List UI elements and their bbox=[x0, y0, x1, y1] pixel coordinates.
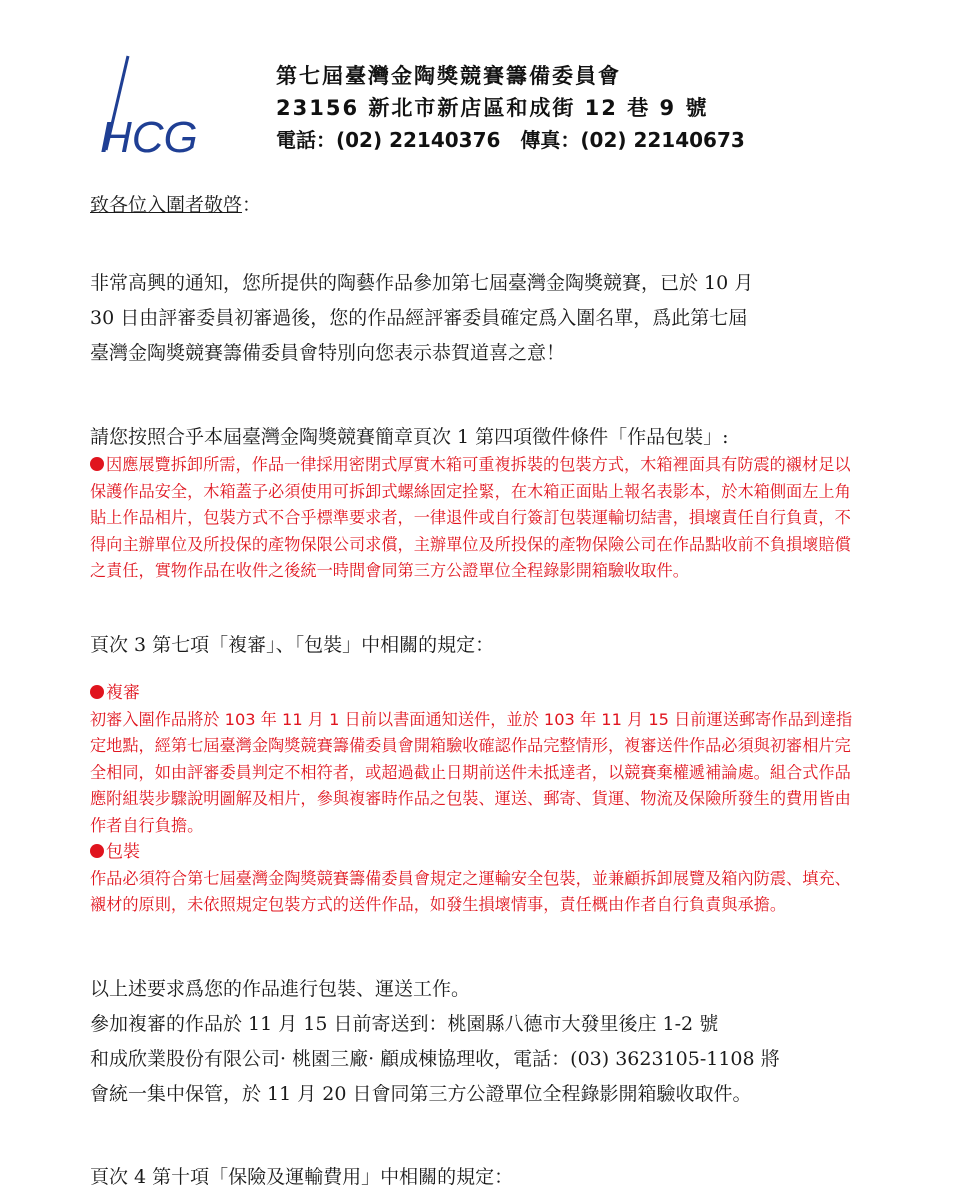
section7-lead-block bbox=[90, 628, 865, 663]
section10-lead: 頁次 4 第十項「保險及運輸費用」中相關的規定： bbox=[90, 1166, 514, 1188]
bullet-icon bbox=[90, 685, 104, 699]
intro-line-2: 30 日由評審委員初審過後，您的作品經評審委員確定爲入圍名單，爲此第七屆 bbox=[90, 307, 748, 329]
packaging-rule-block bbox=[90, 452, 865, 585]
intro-line-1: 非常高興的通知，您所提供的陶藝作品參加第七屆臺灣金陶獎競賽，已於 10 月 bbox=[90, 272, 754, 294]
closing-line-4: 會統一集中保管，於 11 月 20 日會同第三方公證單位全程錄影開箱驗收取件。 bbox=[90, 1083, 752, 1105]
section7-lead: 頁次 3 第七項「複審」、「包裝」中相關的規定： bbox=[90, 634, 495, 656]
packaging-lead-block bbox=[90, 420, 865, 455]
review-heading bbox=[90, 680, 865, 707]
closing-block bbox=[90, 972, 865, 1112]
packaging-lead: 請您按照合乎本屆臺灣金陶獎競賽簡章頁次 1 第四項徵件條件「作品包裝」: bbox=[90, 426, 729, 448]
org-contact: 電話：(02) 22140376 傳真：(02) 22140673 bbox=[276, 128, 745, 152]
greeting-colon: ： bbox=[242, 194, 262, 216]
packaging-title: 包裝 bbox=[106, 842, 140, 862]
bullet-icon bbox=[90, 457, 104, 471]
closing-line-3: 和成欣業股份有限公司· 桃園三廠· 顧成棟協理收，電話：(03) 3623105-1108 將 bbox=[90, 1048, 780, 1070]
intro-line-3: 臺灣金陶獎競賽籌備委員會特別向您表示恭賀道喜之意！ bbox=[90, 342, 566, 364]
bullet-icon bbox=[90, 844, 104, 858]
packaging-heading bbox=[90, 839, 865, 866]
letterhead bbox=[276, 60, 745, 156]
intro-paragraph bbox=[90, 266, 865, 371]
review-block bbox=[90, 680, 865, 919]
closing-line-1: 以上述要求爲您的作品進行包裝、運送工作。 bbox=[90, 978, 471, 1000]
logo-text: HCG bbox=[100, 113, 198, 162]
greeting bbox=[90, 188, 865, 223]
packaging-text: 作品必須符合第七屆臺灣金陶獎競賽籌備委員會規定之運輸安全包裝，並兼顧拆卸展覽及箱內防震、填充、襯材的原則，未依照規定包裝方式的送件作品，如發生損壞情事，責任概由作者自行負責與承擔。 bbox=[90, 868, 851, 914]
review-text: 初審入圍作品將於 103 年 11 月 1 日前以書面通知送件，並於 103 年 11 月 15 日前運送郵寄作品到達指定地點，經第七屆臺灣金陶獎競賽籌備委員會開箱驗收確認作品完整情形，複審送件作品必須與初審相片完全相同，如由評審委員判定不相符者，或超過截止日期前送件未抵達者，以競賽棄權遞補論處。組合式作品應附組裝步驟說明圖解及相片，參與複審時作品之包裝、運送、郵寄、貨運、物流及保險所發生的費用皆由作者自行負擔。 bbox=[90, 709, 853, 835]
packaging-rule bbox=[90, 452, 865, 585]
greeting-text: 致各位入圍者敬啓 bbox=[90, 194, 243, 216]
greeting-block bbox=[90, 188, 865, 223]
section10-lead-block bbox=[90, 1160, 865, 1195]
review-title: 複審 bbox=[106, 683, 140, 703]
org-name: 第七屆臺灣金陶獎競賽籌備委員會 bbox=[276, 64, 621, 88]
hcg-logo bbox=[96, 52, 206, 162]
closing-line-2: 參加複審的作品於 11 月 15 日前寄送到：桃園縣八德市大發里後庄 1-2 號 bbox=[90, 1013, 719, 1035]
packaging-rule-text: 因應展覽拆卸所需，作品一律採用密閉式厚實木箱可重複拆裝的包裝方式，木箱裡面具有防震的襯材足以保護作品安全，木箱蓋子必須使用可拆卸式螺絲固定拴緊，在木箱正面貼上報名表影本，於木箱側面左上角貼上作品相片，包裝方式不合乎標準要求者，一律退件或自行簽訂包裝運輸切結書，損壞責任自行負責，不得向主辦單位及所投保的產物保限公司求償，主辦單位及所投保的產物保險公司在作品點收前不負損壞賠償之責任，實物作品在收件之後統一時間會同第三方公證單位全程錄影開箱驗收取件。 bbox=[90, 455, 851, 580]
org-address: 23156 新北市新店區和成街 12 巷 9 號 bbox=[276, 96, 709, 120]
